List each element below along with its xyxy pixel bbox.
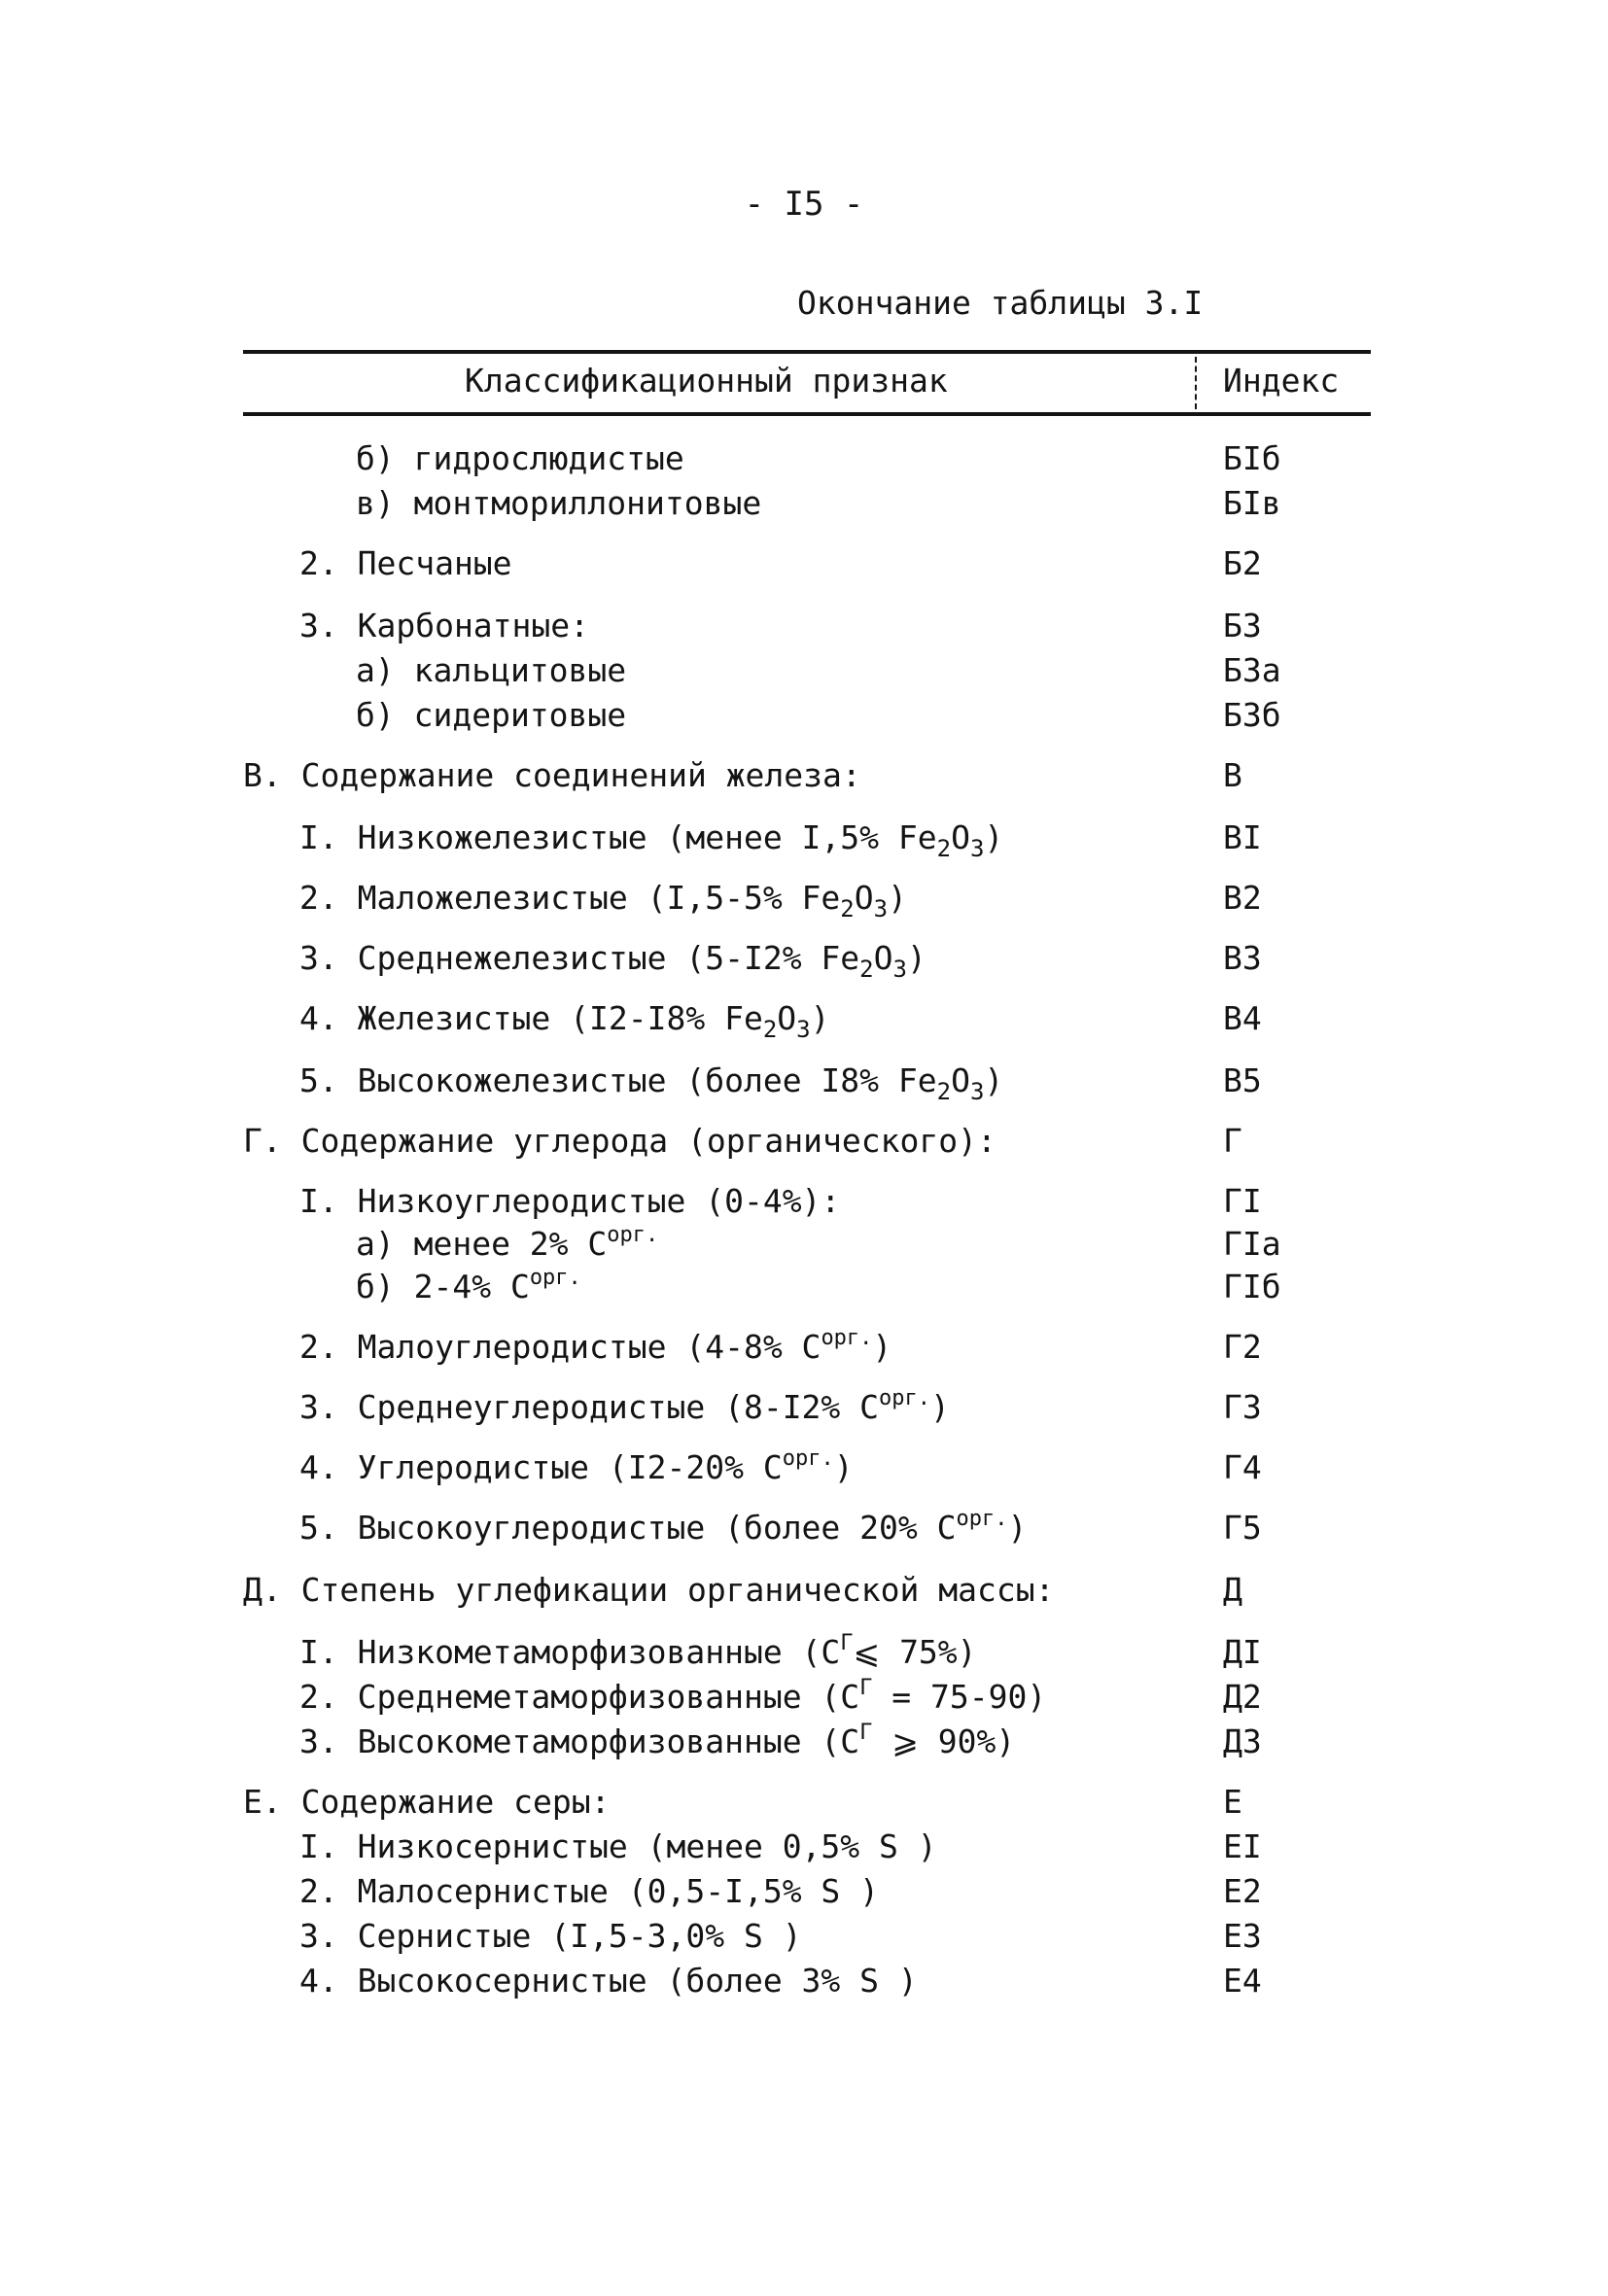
row-index: Г [1223,1122,1242,1160]
row-label: 3. Карбонатные: [299,607,590,644]
row-index: Б3 [1223,607,1262,644]
table-row [0,1824,1608,1870]
table-row [0,815,1608,861]
row-index: В [1223,756,1242,794]
row-label: 4. Углеродистые (I2-20% $С^{орг.}$) [299,1446,854,1486]
row-index: ГI [1223,1182,1262,1220]
table-row [0,480,1608,527]
row-label: 2. Песчаные [299,544,512,582]
row-index: Е2 [1223,1872,1262,1910]
row-index: Д [1223,1571,1242,1609]
row-index: В5 [1223,1061,1262,1099]
row-label: 3. Среднеуглеродистые (8-I2% $С^{орг.}$) [299,1386,950,1426]
row-label: а) кальцитовые [356,651,627,689]
table-caption: Окончание таблицы 3.I [797,284,1204,322]
row-index: БIб [1223,439,1281,477]
table-row [0,1719,1608,1765]
row-index: ВI [1223,818,1262,856]
table-row [0,935,1608,982]
table-row [0,1779,1608,1826]
table-row [0,435,1608,482]
row-index: ДI [1223,1633,1262,1671]
table-row [0,1674,1608,1721]
row-label: б) 2-4% $С^{орг.}$ [356,1266,581,1305]
header-column-separator [1195,357,1197,409]
header-feature: Классификационный признак [465,362,948,400]
row-index: Г5 [1223,1509,1262,1547]
row-index: ГIб [1223,1268,1281,1305]
row-label: 4. Железистые (I2-I8% $Fe_2O_3$) [299,999,830,1043]
row-label: 5. Высокожелезистые (более I8% $Fe_2O_3$) [299,1061,1004,1105]
row-label: 4. Высокосернистые (более 3% S ) [299,1962,918,2000]
row-label: в) монтмориллонитовые [356,484,762,522]
table-row [0,1384,1608,1431]
row-index: Г4 [1223,1448,1262,1486]
table-row [0,1324,1608,1371]
row-label: I. Низкосернистые (менее 0,5% S ) [299,1827,937,1865]
table-row [0,540,1608,587]
row-label: I. Низкометаморфизованные ($С^Г⩽$ 75%) [299,1631,977,1671]
row-label: Е. Содержание серы: [243,1783,611,1821]
row-label: б) гидрослюдистые [356,439,684,477]
row-index: Б3а [1223,651,1281,689]
row-index: В4 [1223,999,1262,1037]
row-label: 3. Среднежелезистые (5-I2% $Fe_2O_3$) [299,939,926,983]
table-row [0,752,1608,799]
row-index: ГIа [1223,1225,1281,1263]
row-index: БIв [1223,484,1281,522]
row-label: 2. Среднеметаморфизованные $(С^Г = 75-90)$ [299,1676,1047,1716]
row-index: Е3 [1223,1917,1262,1955]
table-row [0,1868,1608,1915]
row-index: Д3 [1223,1722,1262,1760]
table-row [0,1118,1608,1165]
row-label: 2. Маложелезистые (I,5-5% $Fe_2O_3$) [299,879,907,922]
row-label: Д. Степень углефикации органической массы: [243,1571,1055,1609]
table-header-rule [243,412,1371,416]
table-row [0,1221,1608,1268]
table-row [0,875,1608,922]
row-index: Г2 [1223,1328,1262,1366]
row-label: 3. Высокометаморфизованные ($С^Г$ ⩾ 90%) [299,1721,1016,1760]
table-row [0,1264,1608,1310]
row-label: I. Низкожелезистые (менее I,5% $Fe_2O_3$) [299,818,1004,862]
table-row [0,1178,1608,1225]
row-index: Г3 [1223,1388,1262,1426]
header-index: Индекс [1223,362,1340,400]
table-row [0,1505,1608,1551]
table-row [0,1629,1608,1676]
table-row [0,692,1608,739]
table-row [0,647,1608,694]
row-label: I. Низкоуглеродистые (0-4%): [299,1182,841,1220]
table-row [0,603,1608,649]
row-index: Е4 [1223,1962,1262,2000]
row-index: Д2 [1223,1678,1262,1716]
table-row [0,1958,1608,2004]
page-number: - I5 - [744,185,864,224]
table-row [0,1913,1608,1960]
row-label: 2. Малоуглеродистые (4-8% $С^{орг.}$) [299,1326,892,1366]
row-index: В3 [1223,939,1262,977]
row-label: 2. Малосернистые (0,5-I,5% S ) [299,1872,880,1910]
row-label: В. Содержание соединений железа: [243,756,861,794]
row-label: 3. Сернистые (I,5-3,0% S ) [299,1917,802,1955]
row-index: Б2 [1223,544,1262,582]
table-row [0,1058,1608,1104]
row-index: Е [1223,1783,1242,1821]
row-label: а) менее 2% $С^{орг.}$ [356,1223,659,1263]
table-row [0,1567,1608,1614]
row-index: ЕI [1223,1827,1262,1865]
row-label: Г. Содержание углерода (органического): [243,1122,996,1160]
row-index: Б3б [1223,696,1281,734]
table-row [0,1444,1608,1491]
row-index: В2 [1223,879,1262,917]
table-row [0,995,1608,1042]
row-label: 5. Высокоуглеродистые (более 20% $С^{орг.}$) [299,1507,1028,1547]
row-label: б) сидеритовые [356,696,627,734]
table-top-rule [243,350,1371,354]
